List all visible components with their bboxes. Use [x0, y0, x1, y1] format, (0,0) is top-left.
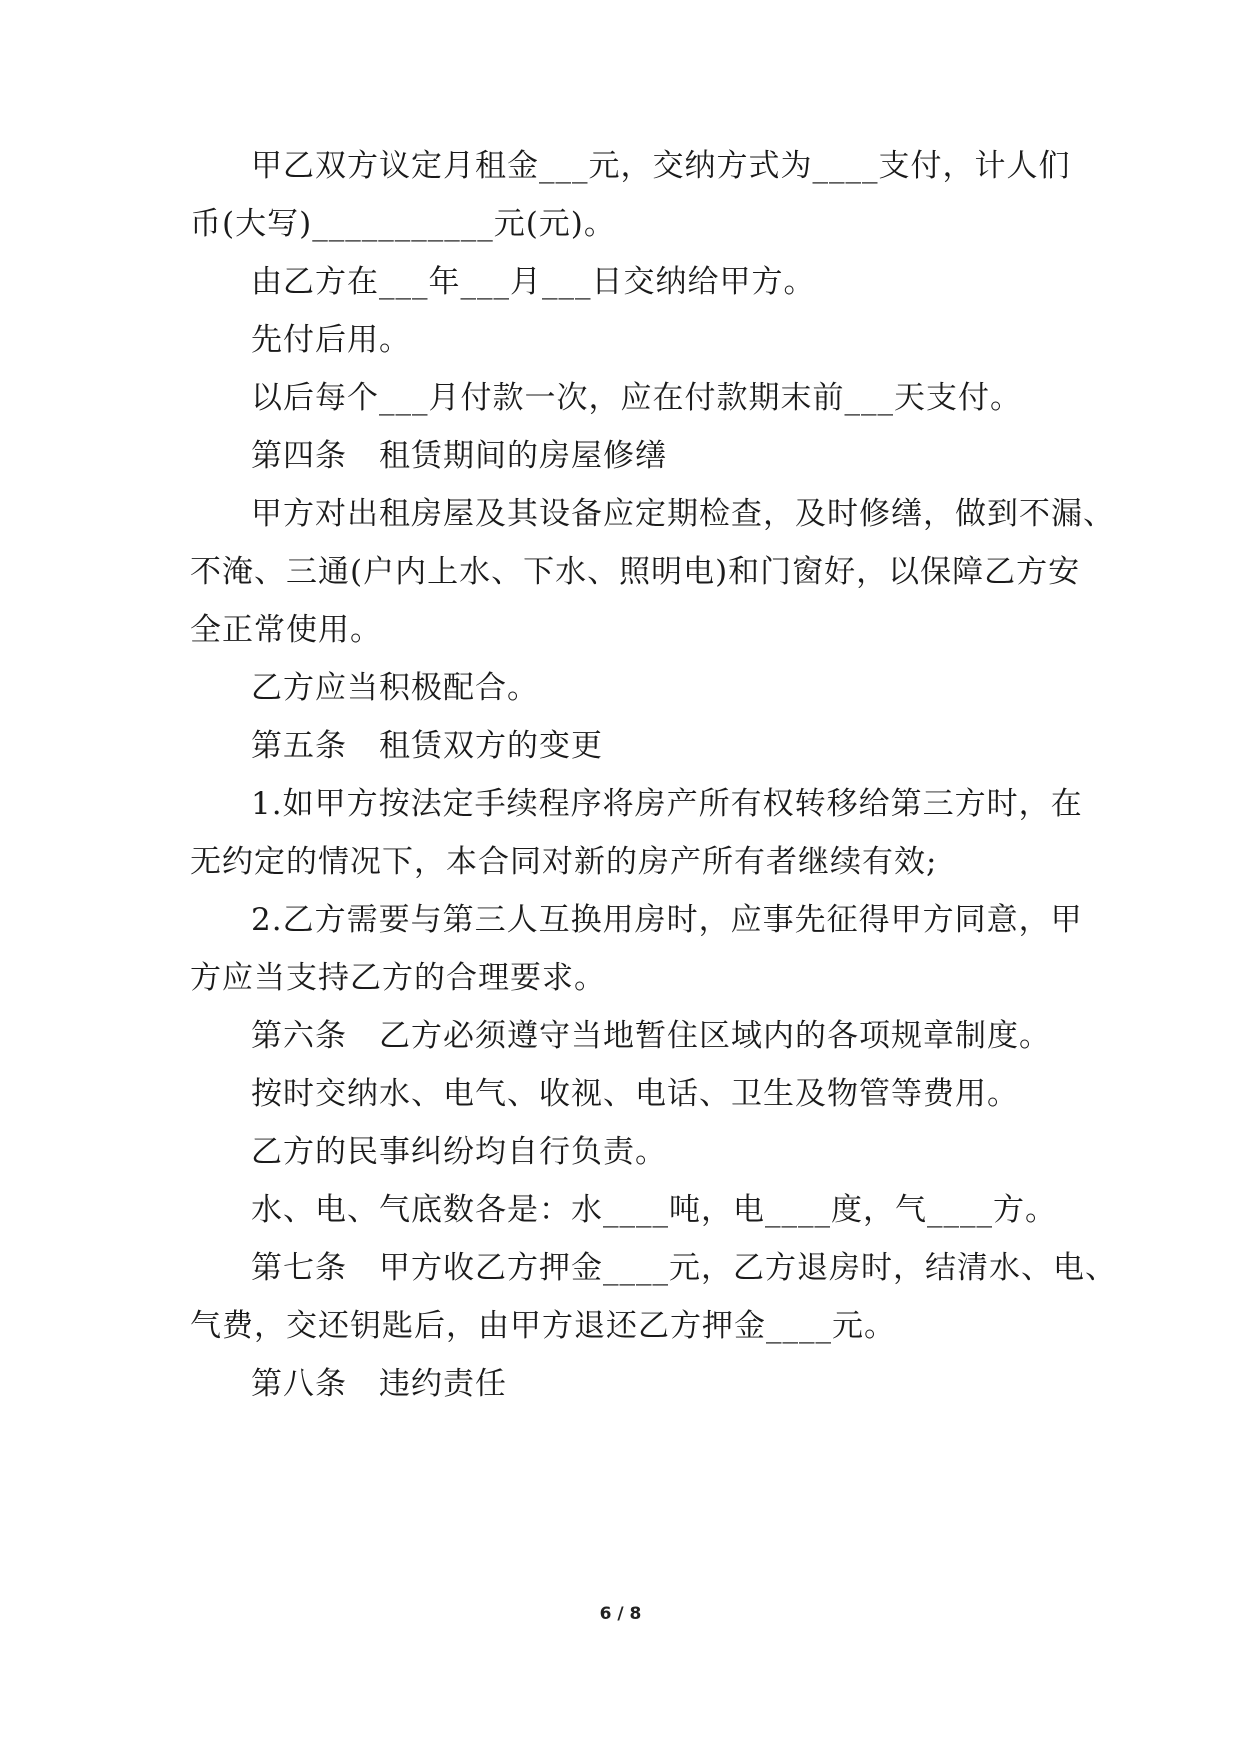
paragraph-line: 先付后用。: [251, 322, 411, 358]
paragraph-line: 由乙方在___年___月___日交纳给甲方。: [251, 264, 816, 300]
paragraph-line: 乙方的民事纠纷均自行负责。: [251, 1134, 667, 1170]
paragraph-line: 甲乙双方议定月租金___元，交纳方式为____支付，计人们: [251, 148, 1071, 184]
paragraph-line: 以后每个___月付款一次，应在付款期末前___天支付。: [251, 380, 1022, 416]
paragraph-line: 气费，交还钥匙后，由甲方退还乙方押金____元。: [190, 1308, 896, 1344]
paragraph-line: 2.乙方需要与第三人互换用房时，应事先征得甲方同意，甲: [251, 902, 1083, 938]
paragraph-line: 乙方应当积极配合。: [251, 670, 539, 706]
section-heading: 第五条 租赁双方的变更: [251, 728, 603, 764]
paragraph-line: 按时交纳水、电气、收视、电话、卫生及物管等费用。: [251, 1076, 1019, 1112]
section-heading: 第七条 甲方收乙方押金____元，乙方退房时，结清水、电、: [251, 1250, 1117, 1286]
paragraph-line: 方应当支持乙方的合理要求。: [190, 960, 606, 996]
paragraph-line: 全正常使用。: [190, 612, 382, 648]
page-number: 6 / 8: [599, 1604, 642, 1624]
paragraph-line: 1.如甲方按法定手续程序将房产所有权转移给第三方时，在: [251, 786, 1083, 822]
paragraph-line: 甲方对出租房屋及其设备应定期检查，及时修缮，做到不漏、: [251, 496, 1115, 532]
paragraph-line: 币(大写)___________元(元)。: [190, 206, 616, 242]
section-heading: 第四条 租赁期间的房屋修缮: [251, 438, 667, 474]
paragraph-line: 无约定的情况下，本合同对新的房产所有者继续有效;: [190, 844, 938, 880]
paragraph-line: 不淹、三通(户内上水、下水、照明电)和门窗好，以保障乙方安: [190, 554, 1081, 590]
section-heading: 第六条 乙方必须遵守当地暂住区域内的各项规章制度。: [251, 1018, 1051, 1054]
paragraph-line: 水、电、气底数各是：水____吨，电____度，气____方。: [251, 1192, 1057, 1228]
section-heading: 第八条 违约责任: [251, 1366, 507, 1402]
